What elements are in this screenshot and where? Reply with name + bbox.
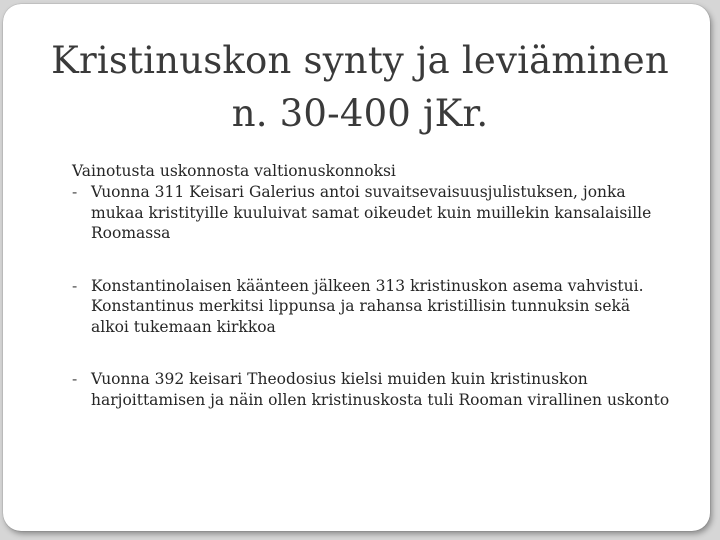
bullet-item <box>72 276 672 338</box>
slide-title: Kristinuskon synty ja leviäminen n. 30-400 jKr. <box>51 39 669 135</box>
bullet-item <box>72 369 672 410</box>
bullet-text: Vuonna 311 Keisari Galerius antoi suvaitsevaisuusjulistuksen, jonka mukaa kristityille kuuluivat samat oikeudet kuin muillekin kansalaisille Roomassa <box>91 183 652 242</box>
bullet-text: Konstantinolaisen käänteen jälkeen 313 kristinuskon asema vahvistui. Konstantinus merkitsi lippunsa ja rahansa kristillisin tunnuksin sekä alkoi tukemaan kirkkoa <box>91 276 644 336</box>
lead-text: Vainotusta uskonnosta valtionuskonnoksi <box>72 162 396 180</box>
slide-body <box>72 161 672 410</box>
bullet-text: Vuonna 392 keisari Theodosius kielsi muiden kuin kristinuskon harjoittamisen ja näin ollen kristinuskosta tuli Rooman virallinen uskonto <box>91 370 670 409</box>
dash-bullet-icon: - <box>72 183 78 201</box>
bullet-list <box>72 182 672 410</box>
bullet-item <box>72 182 672 244</box>
dash-bullet-icon: - <box>72 370 78 388</box>
dash-bullet-icon: - <box>72 276 78 295</box>
